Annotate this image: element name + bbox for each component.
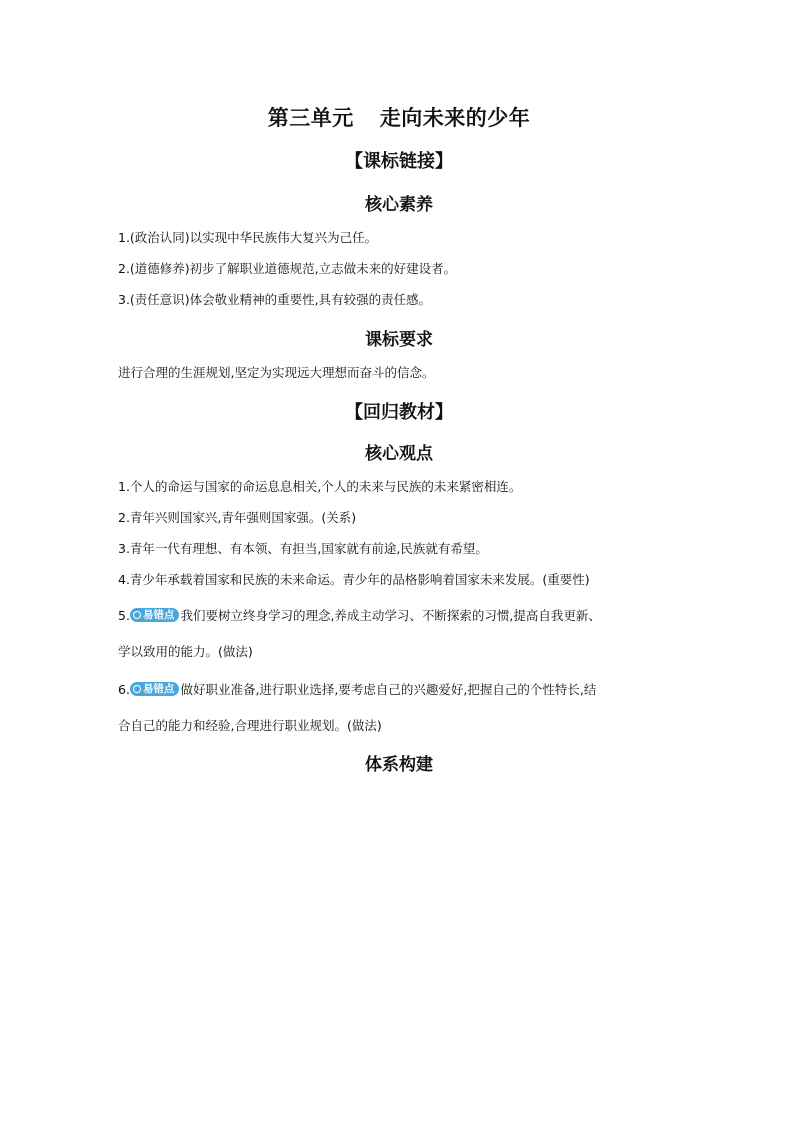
core-literacy-item-3: 3.(责任意识)体会敬业精神的重要性,具有较强的责任感。 <box>118 292 432 307</box>
core-viewpoint-item-6 <box>118 680 680 700</box>
core-viewpoint-item-6-continued: 合自己的能力和经验,合理进行职业规划。(做法) <box>118 718 382 733</box>
item-text-line-1: 做好职业准备,进行职业选择,要考虑自己的兴趣爱好,把握自己的个性特长,结 <box>180 682 597 697</box>
core-literacy-item-1: 1.(政治认同)以实现中华民族伟大复兴为己任。 <box>118 230 378 245</box>
item-number: 6. <box>118 682 130 697</box>
core-viewpoint-item-5-continued: 学以致用的能力。(做法) <box>118 644 253 659</box>
subheading-curriculum-requirement: 课标要求 <box>365 330 433 350</box>
badge-label: 易错点 <box>142 683 175 695</box>
subheading-core-viewpoints: 核心观点 <box>365 444 433 464</box>
warning-icon <box>133 611 141 619</box>
subheading-system-construction: 体系构建 <box>365 755 433 775</box>
unit-title-name: 走向未来的少年 <box>379 105 531 130</box>
curriculum-requirement-text: 进行合理的生涯规划,坚定为实现远大理想而奋斗的信念。 <box>118 365 435 380</box>
unit-title-number: 第三单元 <box>267 105 354 130</box>
subheading-core-literacy: 核心素养 <box>365 195 433 215</box>
core-viewpoint-item-3: 3.青年一代有理想、有本领、有担当,国家就有前途,民族就有希望。 <box>118 541 488 556</box>
badge-label: 易错点 <box>142 609 175 621</box>
core-viewpoint-item-4: 4.青少年承载着国家和民族的未来命运。青少年的品格影响着国家未来发展。(重要性) <box>118 572 590 587</box>
item-text-line-1: 我们要树立终身学习的理念,养成主动学习、不断探索的习惯,提高自我更新、 <box>180 608 601 623</box>
core-viewpoint-item-2: 2.青年兴则国家兴,青年强则国家强。(关系) <box>118 510 357 525</box>
error-prone-badge <box>130 608 180 622</box>
core-viewpoint-item-5 <box>118 606 680 626</box>
core-viewpoint-item-1: 1.个人的命运与国家的命运息息相关,个人的未来与民族的未来紧密相连。 <box>118 479 522 494</box>
section-heading-curriculum-link: 【课标链接】 <box>345 151 453 172</box>
item-number: 5. <box>118 608 130 623</box>
error-prone-badge <box>130 682 180 696</box>
core-literacy-item-2: 2.(道德修养)初步了解职业道德规范,立志做未来的好建设者。 <box>118 261 457 276</box>
unit-title <box>118 102 680 132</box>
warning-icon <box>133 685 141 693</box>
section-heading-textbook-review: 【回归教材】 <box>345 402 453 423</box>
